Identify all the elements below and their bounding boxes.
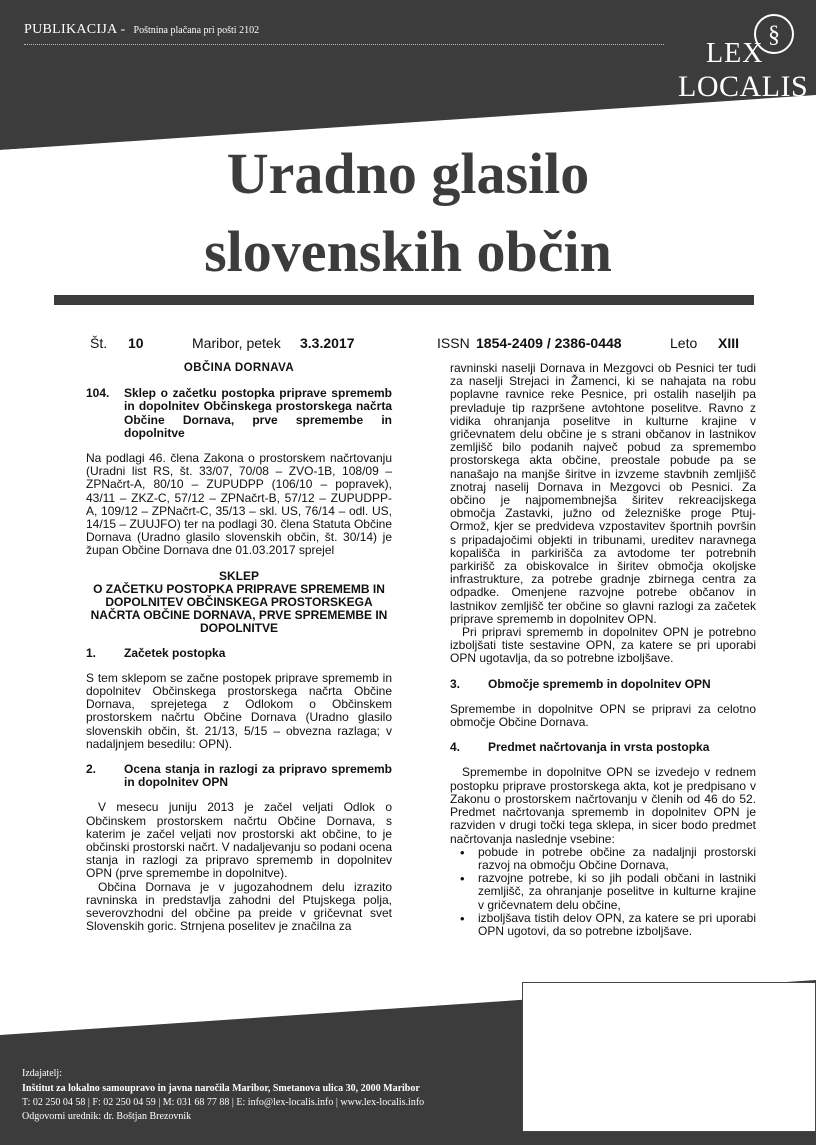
- section-4-list: [458, 846, 756, 938]
- section-2-paragraph-1: V mesecu juniju 2013 je začel veljati Odlok o Občinskem prostorskem načrtu Občine Dornava, s katerim je začel veljati nov prostorski akt občine, to je občinski prostorski načrt. V nadaljevanju so podani ocena stanja in razlogi za pripravo sprememb in dopolnitev OPN (prve spremembe in dopolnitve).: [86, 800, 392, 881]
- issn-value: 1854-2409 / 2386-0448: [476, 335, 622, 351]
- section-1-number: 1.: [86, 645, 97, 660]
- dotted-divider: [24, 44, 664, 45]
- section-4-title: Predmet načrtovanja in vrsta postopka: [488, 740, 710, 755]
- decision-title: SKLEP: [218, 568, 259, 583]
- lex-localis-logo: [672, 8, 812, 108]
- section-3-title: Območje sprememb in dopolnitev OPN: [488, 676, 711, 691]
- section-1-text: S tem sklepom se začne postopek priprave sprememb in dopolnitev Občinskega prostorskega načrta Občine Dornava, sprejetega z Odlokom o Občinskem prostorskem načrtu Občine Dornava (Uradno glasilo slovenskih občin, št. 21/13, 5/15 – obvezna razlaga; v nadaljnjem besedilu: OPN).: [86, 670, 392, 751]
- act-heading: [86, 387, 392, 440]
- logo-text-localis: LOCALIS: [678, 70, 809, 103]
- year-value: XIII: [718, 335, 740, 351]
- issue-number: 10: [128, 335, 144, 351]
- title-rule: [54, 295, 754, 305]
- publisher-name: Inštitut za lokalno samoupravo in javna naročila Maribor, Smetanova ulica 30, 2000 Maribor: [22, 1083, 420, 1094]
- municipality-heading: OBČINA DORNAVA: [183, 362, 295, 374]
- act-title: Sklep o začetku postopka priprave sprememb in dopolnitev Občinskega prostorskega načrta Občine Dornava, prve spremembe in dopolnitve: [124, 386, 392, 440]
- section-2-heading: [86, 763, 392, 789]
- issue-label: Št.: [90, 335, 108, 351]
- editor-line: Odgovorni urednik: dr. Boštjan Brezovnik: [22, 1111, 192, 1122]
- list-item: • razvojne potrebe, ki so jih podali občani in lastniki zemljišč, za ohranjanje poselitve in kulturne krajine v gričevnatem delu občine,: [458, 872, 756, 912]
- section-3-number: 3.: [450, 676, 461, 691]
- section-3-text: Spremembe in dopolnitve OPN se pripravi za celotno območje Občine Dornava.: [450, 701, 756, 730]
- publication-line: [24, 20, 259, 38]
- issue-place: Maribor, petek: [192, 335, 281, 351]
- section-2-paragraph-2: Občina Dornava je v jugozahodnem delu izrazito ravninska in predstavlja zahodni del Ptujskega polja, severovzhodni del občine pa preide v gričevnat svet Slovenskih goric. Strnjena poselitev je značilna za: [86, 879, 392, 934]
- contact-line: T: 02 250 04 58 | F: 02 250 04 59 | M: 031 68 77 88 | E: info@lex-localis.info | www.lex-localis.info: [22, 1097, 425, 1108]
- logo-text-lex: LEX: [706, 38, 764, 69]
- list-item: • pobude in potrebe občine za nadaljnji prostorski razvoj na območju Občine Dornava,: [458, 846, 756, 872]
- left-column: [86, 362, 392, 934]
- issn-label: ISSN: [437, 335, 470, 351]
- blank-panel: [522, 982, 816, 1132]
- page-title-line2: slovenskih občin: [204, 219, 612, 284]
- section-4-text: Spremembe in dopolnitve OPN se izvedejo v rednem postopku priprave prostorskega akta, kot je predpisano v Zakonu o prostorskem načrtovanju v členih od 46 do 52. Predmet načrtovanja sprememb in dopolnitev OPN je razviden v drugi točki tega sklepa, in sicer bodo predmet načrtovanja naslednje vsebine:: [450, 765, 756, 846]
- section-1-title: Začetek postopka: [124, 645, 226, 660]
- page-title-line1: Uradno glasilo: [226, 141, 590, 206]
- postage-note: Poštnina plačana pri pošti 2102: [133, 25, 260, 36]
- section-2-paragraph-4: Pri pripravi sprememb in dopolnitev OPN je potrebno izboljšati tiste sestavine OPN, za katere se pri uporabi OPN ugotavlja, da so potrebne izboljšave.: [450, 625, 756, 666]
- right-column: [450, 362, 756, 938]
- publisher-label: Izdajatelj:: [22, 1068, 62, 1079]
- list-item: • izboljšava tistih delov OPN, za katere se pri uporabi OPN ugotovi, da so potrebne izboljšave.: [458, 912, 756, 938]
- year-label: Leto: [670, 335, 698, 351]
- section-2-title: Ocena stanja in razlogi za pripravo sprememb in dopolnitev OPN: [124, 762, 392, 790]
- section-1-heading: [86, 647, 392, 660]
- publication-label: PUBLIKACIJA -: [24, 22, 126, 37]
- section-2-paragraph-3: ravninski naselji Dornava in Mezgovci ob Pesnici ter tudi za naselji Strejaci in Žamenci, ki se nahajata na robu poplavne ravnice reke Pesnice, pri ostalih naseljih pa prevladuje tip razpršene avtohtone poselitve. Ravno z vidika ohranjanja poselitve in kulturne krajine v gričevnatem delu občine je s strani občanov in lastnikov zemljišč bilo podanih največ pobud za spremembo prostorskega akta občine, preostale pobude pa se nanašajo na manjše širitve in izvzeme stavbnih zemljišč znotraj naselij Dornava in Mezgovci ob Pesnici. Za občino je najpomembnejša širitev rekreacijskega območja Zastavki, južno od železniške proge Ptuj-Ormož, kjer se predvideva vzpostavitev športnih površin s pripadajočimi objekti in tribunami, ureditev naravnega kopališča in parkirišča za avtodome ter potrebnih parkirišč za obiskovalce in širitev območja okoljske infrastrukture, za potrebe gradnje zbirnega centra za odpadke. Omenjene razvojne potrebe občanov in lastnikov zemljišč ter občine so glavni razlogi za začetek priprave sprememb in dopolnitev OPN.: [450, 361, 756, 626]
- act-number: 104.: [86, 386, 110, 401]
- section-4-heading: [450, 741, 756, 754]
- section-4-number: 4.: [450, 740, 461, 755]
- section-2-number: 2.: [86, 762, 97, 777]
- legal-basis: Na podlagi 46. člena Zakona o prostorskem načrtovanju (Uradni list RS, št. 33/07, 70/08 – ZVO-1B, 108/09 – ZPNačrt-A, 80/10 – ZUPUDPP (106/10 – popravek), 43/11 – ZKZ-C, 57/12 – ZPNačrt-B, 57/12 – ZUPUDPP-A, 109/12 – ZPNačrt-C, 35/13 – skl. US, 76/14 – odl. US, 14/15 – ZUUJFO) ter na podlagi 30. člena Statuta Občine Dornava (Uradno glasilo slovenskih občin, št. 30/14) je župan Občine Dornava dne 01.03.2017 sprejel: [86, 451, 392, 558]
- section-3-heading: [450, 678, 756, 691]
- issue-date: 3.3.2017: [300, 335, 355, 351]
- decision-subtitle: O ZAČETKU POSTOPKA PRIPRAVE SPREMEMB IN DOPOLNITEV OBČINSKEGA PROSTORSKEGA NAČRTA OBČINE DORNAVA, PRVE SPREMEMBE IN DOPOLNITVE: [90, 581, 388, 635]
- svg-text:§: §: [768, 22, 780, 48]
